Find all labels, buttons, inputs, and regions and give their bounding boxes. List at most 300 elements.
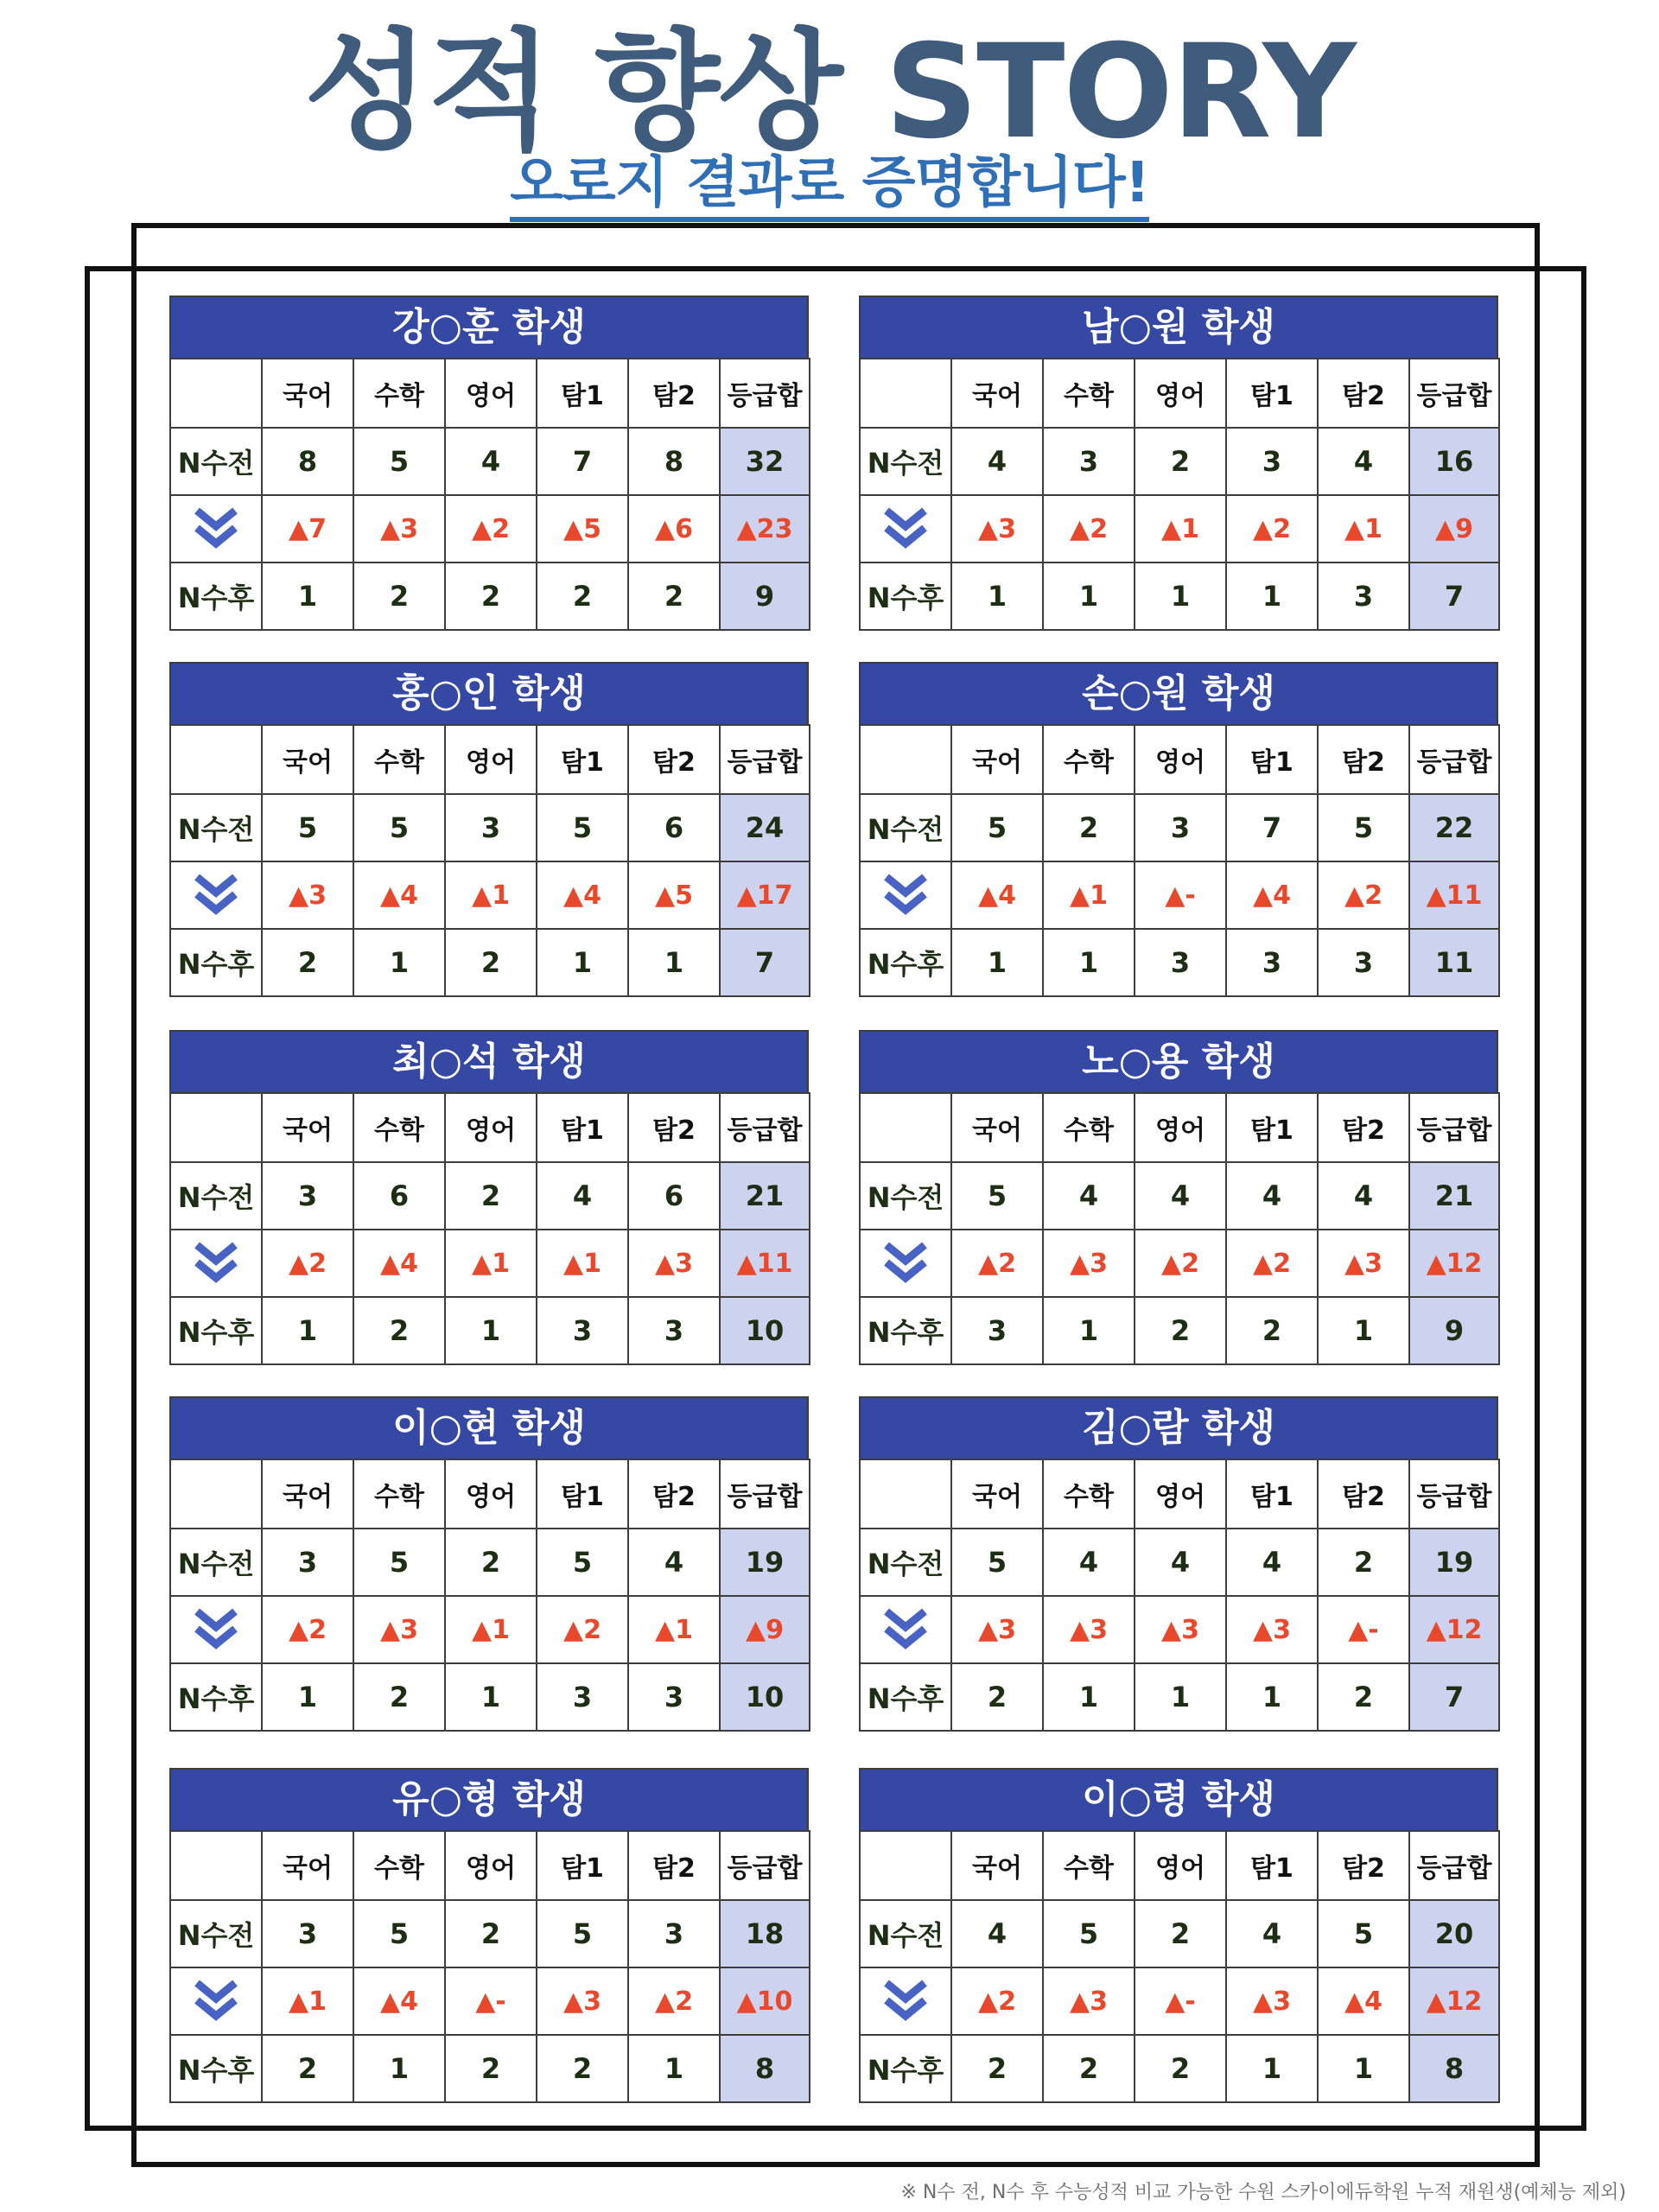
grade-sum-change: ▲9 xyxy=(1409,495,1499,563)
column-header-c5: 탐2 xyxy=(1318,359,1409,428)
grade-change: ▲1 xyxy=(445,1230,537,1297)
column-header-c1: 국어 xyxy=(951,1831,1043,1900)
grade-after: 1 xyxy=(537,929,628,996)
grade-sum-after: 10 xyxy=(720,1297,810,1364)
grade-before: 2 xyxy=(1318,1529,1409,1596)
row-label-after: N수후 xyxy=(170,1297,262,1364)
grade-change: ▲5 xyxy=(628,861,720,929)
student-name: 유○형 학생 xyxy=(169,1768,809,1830)
grade-before: 4 xyxy=(951,428,1043,495)
grade-change: ▲1 xyxy=(445,861,537,929)
column-header-c4: 탐1 xyxy=(1226,1831,1318,1900)
grade-sum-after: 8 xyxy=(1409,2035,1499,2102)
column-header-c5: 탐2 xyxy=(1318,1093,1409,1162)
score-table xyxy=(859,1092,1500,1365)
column-header-c5: 탐2 xyxy=(628,1831,720,1900)
grade-change: ▲3 xyxy=(628,1230,720,1297)
grade-before: 2 xyxy=(445,1529,537,1596)
grade-before: 4 xyxy=(1226,1162,1318,1230)
student-name: 강○훈 학생 xyxy=(169,296,809,358)
grade-after: 1 xyxy=(1135,563,1226,630)
grade-sum-after: 8 xyxy=(720,2035,810,2102)
column-header-c3: 영어 xyxy=(445,1831,537,1900)
chevron-cell xyxy=(860,495,951,563)
grade-change: ▲3 xyxy=(1226,1967,1318,2035)
chevron-cell xyxy=(170,495,262,563)
grade-before: 5 xyxy=(1318,794,1409,861)
header-empty-cell xyxy=(170,725,262,794)
grade-change: ▲3 xyxy=(1318,1230,1409,1297)
student-card xyxy=(859,662,1498,1001)
column-header-c1: 국어 xyxy=(951,1093,1043,1162)
chevron-cell xyxy=(860,861,951,929)
grade-before: 3 xyxy=(1043,428,1135,495)
grade-change: ▲3 xyxy=(1226,1596,1318,1663)
student-name: 손○원 학생 xyxy=(859,662,1498,724)
grade-change: ▲3 xyxy=(951,1596,1043,1663)
grade-after: 1 xyxy=(445,1663,537,1731)
grade-change: ▲3 xyxy=(1043,1230,1135,1297)
grade-after: 2 xyxy=(1043,2035,1135,2102)
grade-sum-change: ▲10 xyxy=(720,1967,810,2035)
column-header-c1: 국어 xyxy=(262,725,353,794)
header-empty-cell xyxy=(860,1459,951,1529)
grade-change: ▲4 xyxy=(353,1230,445,1297)
grade-after: 1 xyxy=(1043,563,1135,630)
header-empty-cell xyxy=(860,725,951,794)
grade-after: 3 xyxy=(951,1297,1043,1364)
page-subtitle-text: 오로지 결과로 증명합니다! xyxy=(510,151,1149,222)
grade-after: 1 xyxy=(1135,1663,1226,1731)
column-header-c4: 탐1 xyxy=(537,1459,628,1529)
grade-before: 2 xyxy=(1135,1900,1226,1967)
grade-after: 1 xyxy=(951,929,1043,996)
double-chevron-down-icon xyxy=(880,1605,931,1655)
grade-sum-before: 19 xyxy=(1409,1529,1499,1596)
grade-change: ▲3 xyxy=(537,1967,628,2035)
score-table xyxy=(169,724,810,997)
grade-sum-before: 22 xyxy=(1409,794,1499,861)
score-table xyxy=(169,1830,810,2103)
header-empty-cell xyxy=(170,1459,262,1529)
grade-change: ▲2 xyxy=(1135,1230,1226,1297)
grade-sum-after: 7 xyxy=(720,929,810,996)
column-header-c5: 탐2 xyxy=(628,1459,720,1529)
grade-sum-before: 18 xyxy=(720,1900,810,1967)
row-label-after: N수후 xyxy=(860,2035,951,2102)
grade-change: ▲1 xyxy=(1318,495,1409,563)
grade-before: 4 xyxy=(1318,1162,1409,1230)
grade-after: 3 xyxy=(628,1663,720,1731)
column-header-c4: 탐1 xyxy=(537,725,628,794)
grade-before: 5 xyxy=(1318,1900,1409,1967)
grade-before: 4 xyxy=(1135,1162,1226,1230)
grade-before: 4 xyxy=(1043,1529,1135,1596)
grade-after: 2 xyxy=(951,2035,1043,2102)
grade-change: ▲5 xyxy=(537,495,628,563)
grade-change: ▲2 xyxy=(951,1230,1043,1297)
header-empty-cell xyxy=(170,359,262,428)
header-empty-cell xyxy=(170,1831,262,1900)
grade-after: 1 xyxy=(1226,563,1318,630)
grade-sum-before: 21 xyxy=(720,1162,810,1230)
column-header-c2: 수학 xyxy=(353,1093,445,1162)
column-header-c2: 수학 xyxy=(1043,1831,1135,1900)
column-header-c1: 국어 xyxy=(262,1459,353,1529)
grade-before: 8 xyxy=(628,428,720,495)
grade-before: 3 xyxy=(262,1529,353,1596)
student-card xyxy=(169,1768,809,2107)
grade-change: ▲4 xyxy=(951,861,1043,929)
row-label-before: N수전 xyxy=(170,1900,262,1967)
grade-sum-change: ▲12 xyxy=(1409,1230,1499,1297)
column-header-c4: 탐1 xyxy=(1226,359,1318,428)
chevron-cell xyxy=(860,1230,951,1297)
grade-before: 4 xyxy=(1226,1900,1318,1967)
column-header-c4: 탐1 xyxy=(1226,1093,1318,1162)
column-header-c5: 탐2 xyxy=(628,359,720,428)
grade-before: 3 xyxy=(262,1162,353,1230)
column-header-c3: 영어 xyxy=(1135,359,1226,428)
column-header-c3: 영어 xyxy=(1135,1093,1226,1162)
grade-sum-after: 9 xyxy=(720,563,810,630)
grade-after: 2 xyxy=(353,1663,445,1731)
grade-after: 1 xyxy=(262,1297,353,1364)
chevron-cell xyxy=(170,1230,262,1297)
grade-before: 5 xyxy=(951,1162,1043,1230)
student-card xyxy=(859,1768,1498,2107)
grade-before: 5 xyxy=(537,794,628,861)
grade-after: 1 xyxy=(628,929,720,996)
grade-after: 2 xyxy=(628,563,720,630)
grade-after: 2 xyxy=(445,929,537,996)
column-header-c1: 국어 xyxy=(262,1831,353,1900)
chevron-cell xyxy=(170,861,262,929)
score-table xyxy=(169,358,810,631)
grade-before: 4 xyxy=(628,1529,720,1596)
column-header-c3: 영어 xyxy=(445,1459,537,1529)
grade-after: 3 xyxy=(537,1663,628,1731)
score-table xyxy=(169,1459,810,1732)
header-empty-cell xyxy=(860,1093,951,1162)
grade-change: ▲2 xyxy=(1043,495,1135,563)
score-table xyxy=(169,1092,810,1365)
header-empty-cell xyxy=(860,1831,951,1900)
grade-before: 7 xyxy=(537,428,628,495)
row-label-after: N수후 xyxy=(860,929,951,996)
page-title: 성적 향상 STORY xyxy=(304,17,1355,168)
column-header-c5: 탐2 xyxy=(1318,725,1409,794)
grade-before: 3 xyxy=(628,1900,720,1967)
grade-sum-change: ▲23 xyxy=(720,495,810,563)
grade-after: 2 xyxy=(353,1297,445,1364)
grade-change: ▲1 xyxy=(1135,495,1226,563)
column-header-c6: 등급합 xyxy=(1409,1831,1499,1900)
grade-after: 3 xyxy=(1226,929,1318,996)
grade-before: 5 xyxy=(353,1900,445,1967)
grade-before: 4 xyxy=(951,1900,1043,1967)
row-label-before: N수전 xyxy=(860,1529,951,1596)
grade-before: 4 xyxy=(1318,428,1409,495)
grade-change: ▲3 xyxy=(262,861,353,929)
grade-before: 7 xyxy=(1226,794,1318,861)
column-header-c2: 수학 xyxy=(353,1459,445,1529)
grade-change: ▲- xyxy=(445,1967,537,2035)
grade-change: ▲4 xyxy=(353,1967,445,2035)
column-header-c4: 탐1 xyxy=(1226,725,1318,794)
grade-sum-before: 16 xyxy=(1409,428,1499,495)
column-header-c1: 국어 xyxy=(262,1093,353,1162)
grade-after: 1 xyxy=(628,2035,720,2102)
grade-before: 4 xyxy=(1043,1162,1135,1230)
grade-change: ▲1 xyxy=(1043,861,1135,929)
grade-before: 5 xyxy=(262,794,353,861)
grade-after: 2 xyxy=(445,2035,537,2102)
grade-before: 5 xyxy=(353,1529,445,1596)
grade-sum-before: 20 xyxy=(1409,1900,1499,1967)
grade-change: ▲2 xyxy=(1226,1230,1318,1297)
double-chevron-down-icon xyxy=(880,1976,931,2026)
student-card xyxy=(859,296,1498,634)
grade-sum-change: ▲9 xyxy=(720,1596,810,1663)
grade-after: 1 xyxy=(951,563,1043,630)
grade-before: 8 xyxy=(262,428,353,495)
student-name: 김○람 학생 xyxy=(859,1396,1498,1459)
grade-after: 1 xyxy=(353,2035,445,2102)
grade-change: ▲3 xyxy=(1135,1596,1226,1663)
grade-before: 2 xyxy=(1043,794,1135,861)
grade-change: ▲3 xyxy=(1043,1596,1135,1663)
grade-after: 1 xyxy=(1226,2035,1318,2102)
grade-after: 2 xyxy=(445,563,537,630)
grade-change: ▲2 xyxy=(445,495,537,563)
column-header-c2: 수학 xyxy=(1043,1093,1135,1162)
grade-before: 5 xyxy=(1043,1900,1135,1967)
grade-change: ▲1 xyxy=(262,1967,353,2035)
grade-change: ▲2 xyxy=(262,1230,353,1297)
column-header-c6: 등급합 xyxy=(720,725,810,794)
grade-change: ▲4 xyxy=(353,861,445,929)
row-label-before: N수전 xyxy=(860,1162,951,1230)
column-header-c3: 영어 xyxy=(1135,725,1226,794)
column-header-c2: 수학 xyxy=(1043,1459,1135,1529)
student-card xyxy=(169,296,809,634)
column-header-c6: 등급합 xyxy=(720,1093,810,1162)
row-label-after: N수후 xyxy=(170,929,262,996)
chevron-cell xyxy=(860,1596,951,1663)
grade-sum-before: 19 xyxy=(720,1529,810,1596)
grade-after: 3 xyxy=(1318,929,1409,996)
grade-after: 2 xyxy=(1226,1297,1318,1364)
student-name: 노○용 학생 xyxy=(859,1030,1498,1092)
row-label-after: N수후 xyxy=(860,1297,951,1364)
header-empty-cell xyxy=(860,359,951,428)
grade-before: 2 xyxy=(445,1900,537,1967)
grade-sum-change: ▲11 xyxy=(1409,861,1499,929)
grade-after: 3 xyxy=(1318,563,1409,630)
double-chevron-down-icon xyxy=(190,1605,242,1655)
grade-before: 5 xyxy=(951,794,1043,861)
grade-after: 1 xyxy=(1043,1663,1135,1731)
column-header-c2: 수학 xyxy=(353,725,445,794)
student-card xyxy=(859,1396,1498,1735)
column-header-c3: 영어 xyxy=(1135,1831,1226,1900)
grade-before: 6 xyxy=(353,1162,445,1230)
grade-sum-after: 7 xyxy=(1409,1663,1499,1731)
column-header-c6: 등급합 xyxy=(720,359,810,428)
double-chevron-down-icon xyxy=(190,504,242,554)
column-header-c5: 탐2 xyxy=(628,725,720,794)
column-header-c3: 영어 xyxy=(445,359,537,428)
grade-change: ▲3 xyxy=(353,1596,445,1663)
grade-after: 2 xyxy=(262,2035,353,2102)
grade-after: 1 xyxy=(1043,929,1135,996)
column-header-c2: 수학 xyxy=(353,1831,445,1900)
column-header-c1: 국어 xyxy=(951,1459,1043,1529)
grade-before: 4 xyxy=(445,428,537,495)
grade-before: 5 xyxy=(951,1529,1043,1596)
grade-change: ▲3 xyxy=(951,495,1043,563)
column-header-c5: 탐2 xyxy=(628,1093,720,1162)
score-table xyxy=(859,1459,1500,1732)
grade-change: ▲4 xyxy=(1318,1967,1409,2035)
column-header-c5: 탐2 xyxy=(1318,1459,1409,1529)
grade-sum-after: 11 xyxy=(1409,929,1499,996)
grade-sum-after: 10 xyxy=(720,1663,810,1731)
column-header-c4: 탐1 xyxy=(537,359,628,428)
double-chevron-down-icon xyxy=(880,1238,931,1288)
grade-change: ▲4 xyxy=(1226,861,1318,929)
grade-change: ▲4 xyxy=(537,861,628,929)
column-header-c3: 영어 xyxy=(445,725,537,794)
column-header-c4: 탐1 xyxy=(537,1831,628,1900)
grade-before: 5 xyxy=(353,794,445,861)
grade-after: 2 xyxy=(537,2035,628,2102)
score-table xyxy=(859,358,1500,631)
grade-before: 4 xyxy=(537,1162,628,1230)
student-card xyxy=(169,1030,809,1369)
grade-change: ▲6 xyxy=(628,495,720,563)
grade-change: ▲2 xyxy=(262,1596,353,1663)
grade-after: 2 xyxy=(353,563,445,630)
column-header-c6: 등급합 xyxy=(1409,725,1499,794)
grade-change: ▲3 xyxy=(1043,1967,1135,2035)
grade-after: 3 xyxy=(537,1297,628,1364)
row-label-before: N수전 xyxy=(860,428,951,495)
grade-change: ▲2 xyxy=(1226,495,1318,563)
grade-sum-before: 24 xyxy=(720,794,810,861)
grade-sum-change: ▲11 xyxy=(720,1230,810,1297)
student-card xyxy=(169,662,809,1001)
chevron-cell xyxy=(860,1967,951,2035)
column-header-c1: 국어 xyxy=(951,725,1043,794)
grade-after: 1 xyxy=(262,1663,353,1731)
grade-change: ▲2 xyxy=(537,1596,628,1663)
column-header-c6: 등급합 xyxy=(1409,359,1499,428)
grade-before: 3 xyxy=(445,794,537,861)
row-label-after: N수후 xyxy=(170,563,262,630)
grade-sum-change: ▲17 xyxy=(720,861,810,929)
grade-before: 6 xyxy=(628,794,720,861)
row-label-before: N수전 xyxy=(170,794,262,861)
row-label-before: N수전 xyxy=(860,794,951,861)
double-chevron-down-icon xyxy=(880,870,931,920)
grade-after: 3 xyxy=(628,1297,720,1364)
grade-after: 1 xyxy=(262,563,353,630)
grade-before: 5 xyxy=(537,1900,628,1967)
column-header-c6: 등급합 xyxy=(1409,1093,1499,1162)
grade-change: ▲1 xyxy=(537,1230,628,1297)
column-header-c1: 국어 xyxy=(262,359,353,428)
double-chevron-down-icon xyxy=(880,504,931,554)
row-label-before: N수전 xyxy=(860,1900,951,1967)
column-header-c2: 수학 xyxy=(353,359,445,428)
grade-after: 3 xyxy=(1135,929,1226,996)
footnote: ※ N수 전, N수 후 수능성적 비교 가능한 수원 스카이에듀학원 누적 재원생(예체능 제외) xyxy=(900,2182,1626,2203)
grade-after: 1 xyxy=(353,929,445,996)
grade-change: ▲- xyxy=(1318,1596,1409,1663)
grade-after: 2 xyxy=(262,929,353,996)
grade-change: ▲- xyxy=(1135,861,1226,929)
grade-before: 5 xyxy=(537,1529,628,1596)
student-card xyxy=(169,1396,809,1735)
double-chevron-down-icon xyxy=(190,1238,242,1288)
grade-before: 5 xyxy=(353,428,445,495)
double-chevron-down-icon xyxy=(190,870,242,920)
student-name: 홍○인 학생 xyxy=(169,662,809,724)
grade-change: ▲7 xyxy=(262,495,353,563)
chevron-cell xyxy=(170,1967,262,2035)
grade-before: 4 xyxy=(1226,1529,1318,1596)
column-header-c3: 영어 xyxy=(445,1093,537,1162)
row-label-after: N수후 xyxy=(860,563,951,630)
student-name: 이○현 학생 xyxy=(169,1396,809,1459)
grade-after: 1 xyxy=(1226,1663,1318,1731)
grade-after: 1 xyxy=(1318,1297,1409,1364)
grade-change: ▲1 xyxy=(628,1596,720,1663)
grade-sum-change: ▲12 xyxy=(1409,1967,1499,2035)
row-label-before: N수전 xyxy=(170,428,262,495)
grade-after: 2 xyxy=(1135,1297,1226,1364)
grade-before: 3 xyxy=(1226,428,1318,495)
column-header-c5: 탐2 xyxy=(1318,1831,1409,1900)
score-table xyxy=(859,1830,1500,2103)
grade-after: 2 xyxy=(951,1663,1043,1731)
grade-before: 2 xyxy=(445,1162,537,1230)
grade-sum-after: 9 xyxy=(1409,1297,1499,1364)
grade-sum-before: 21 xyxy=(1409,1162,1499,1230)
student-name: 최○석 학생 xyxy=(169,1030,809,1092)
grade-sum-after: 7 xyxy=(1409,563,1499,630)
grade-change: ▲2 xyxy=(628,1967,720,2035)
column-header-c3: 영어 xyxy=(1135,1459,1226,1529)
grade-before: 4 xyxy=(1135,1529,1226,1596)
grade-change: ▲3 xyxy=(353,495,445,563)
row-label-before: N수전 xyxy=(170,1162,262,1230)
grade-before: 6 xyxy=(628,1162,720,1230)
grade-before: 3 xyxy=(262,1900,353,1967)
column-header-c6: 등급합 xyxy=(720,1459,810,1529)
grade-change: ▲1 xyxy=(445,1596,537,1663)
grade-before: 3 xyxy=(1135,794,1226,861)
header-empty-cell xyxy=(170,1093,262,1162)
column-header-c1: 국어 xyxy=(951,359,1043,428)
column-header-c6: 등급합 xyxy=(1409,1459,1499,1529)
student-card xyxy=(859,1030,1498,1369)
grade-after: 1 xyxy=(1318,2035,1409,2102)
column-header-c2: 수학 xyxy=(1043,725,1135,794)
grade-sum-before: 32 xyxy=(720,428,810,495)
